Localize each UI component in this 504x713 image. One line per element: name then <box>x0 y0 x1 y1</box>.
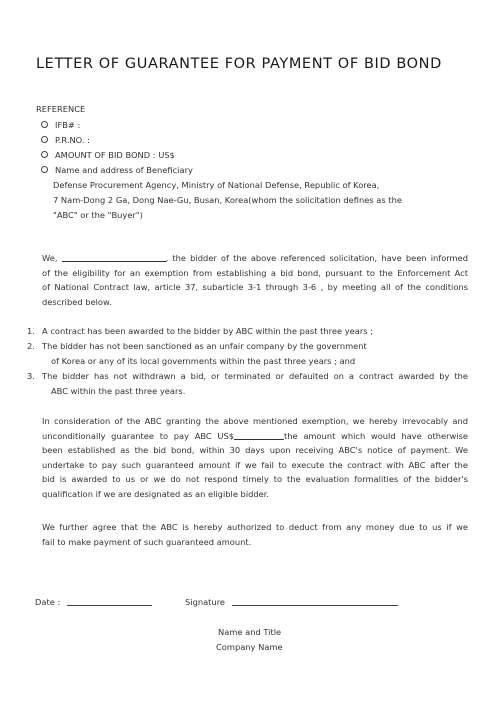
condition-number: 1. <box>27 326 35 336</box>
reference-item-label: IFB# : <box>55 120 81 130</box>
signature-field <box>185 596 398 608</box>
we-label: We, <box>42 253 58 263</box>
bidder-name-blank[interactable] <box>62 253 166 262</box>
eligibility-paragraph: We, , the bidder of the above referenced solicitation, have been informed of the eligibility for an exemption from establishing a bid bond, pursuant to the Enforcement Act of National Contract law, article 37, subarticle 3-1 through 3-6 , by meeting all of the conditions described below. <box>42 253 468 307</box>
beneficiary-line: 7 Nam-Dong 2 Ga, Dong Nae-Gu, Busan, Korea(whom the solicitation defines as the <box>53 195 402 205</box>
date-field <box>35 596 152 608</box>
condition-number: 2. <box>27 341 35 351</box>
date-label: Date : <box>35 597 61 607</box>
condition-item-2-line1: The bidder has not been sanctioned as an unfair company by the government <box>42 341 367 351</box>
reference-item-bid-bond-amount <box>41 149 175 161</box>
circle-bullet-icon <box>41 136 48 143</box>
reference-label: REFERENCE <box>36 104 86 114</box>
beneficiary-line: "ABC" or the "Buyer") <box>53 210 143 220</box>
reference-item-label: P.R.NO. : <box>55 135 90 145</box>
authorization-paragraph: We further agree that the ABC is hereby authorized to deduct from any money due to us if we fail to make payment of such guaranteed amount. <box>42 522 468 547</box>
guarantee-amount-blank[interactable] <box>234 431 284 440</box>
reference-item-label: Name and address of Beneficiary <box>55 165 193 175</box>
reference-item-prno <box>41 134 90 146</box>
date-blank[interactable] <box>67 597 152 606</box>
reference-item-label: AMOUNT OF BID BOND : US$ <box>55 150 175 160</box>
signature-label: Signature <box>185 597 226 607</box>
company-name: Company Name <box>216 642 283 652</box>
document-title: LETTER OF GUARANTEE FOR PAYMENT OF BID BOND <box>36 56 442 72</box>
condition-item-2-line2: of Korea or any of its local governments within the past three years ; and <box>51 356 356 366</box>
beneficiary-line: Defense Procurement Agency, Ministry of National Defense, Republic of Korea, <box>53 180 380 190</box>
condition-item-1: A contract has been awarded to the bidder by ABC within the past three years ; <box>42 326 373 336</box>
signature-blank[interactable] <box>232 597 398 606</box>
condition-item-3: The bidder has not withdrawn a bid, or terminated or defaulted on a contract awarded by the ABC within the past three years. <box>42 371 468 396</box>
condition-number: 3. <box>27 371 35 381</box>
reference-item-beneficiary <box>41 164 193 176</box>
guarantee-paragraph: In consideration of the ABC granting the above mentioned exemption, we hereby irrevocably and unconditionally guarantee to pay ABC US$ the amount which would have otherwise been established as the bid bond, within 30 days upon receiving ABC's notice of payment. We undertake to pay such guaranteed amount if we fail to execute the contract with ABC after the bid is awarded to us or we do not respond timely to the evaluation formalities of the bidder's qualification if we are designated as an eligible bidder. <box>42 416 468 499</box>
circle-bullet-icon <box>41 166 48 173</box>
circle-bullet-icon <box>41 121 48 128</box>
name-and-title: Name and Title <box>218 627 282 637</box>
circle-bullet-icon <box>41 151 48 158</box>
reference-item-ifb <box>41 119 80 131</box>
